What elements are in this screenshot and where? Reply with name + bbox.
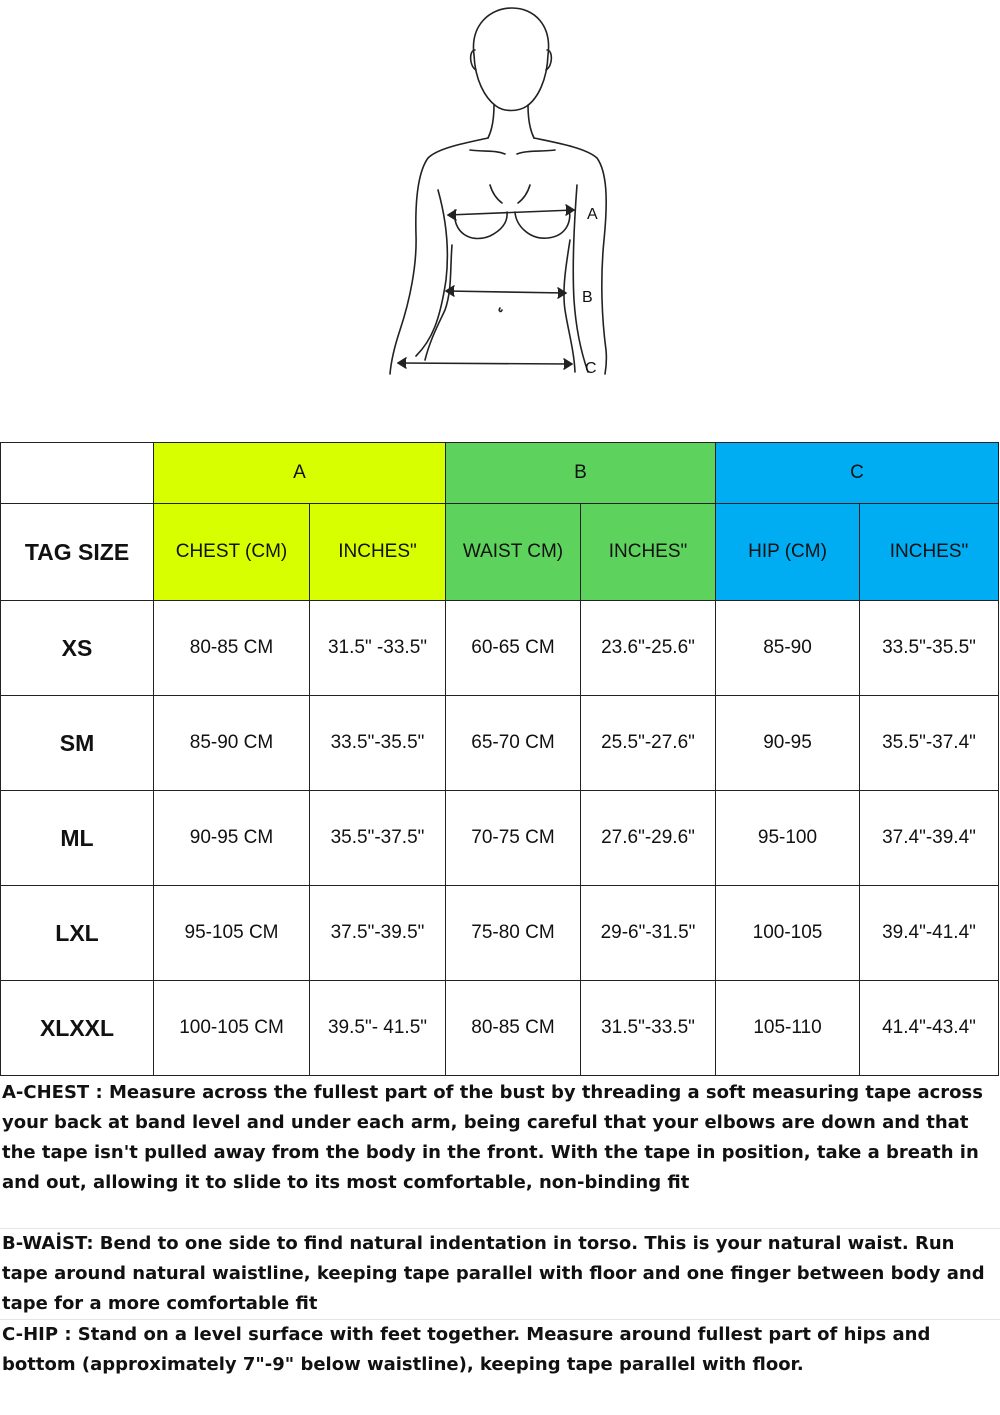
- chest-inches-cell: 31.5" -33.5": [310, 601, 446, 696]
- navel: [499, 308, 502, 311]
- hip-inches-cell: 35.5"-37.4": [860, 696, 999, 791]
- waist-cm-cell: 60-65 CM: [446, 601, 581, 696]
- table-row: [1, 791, 999, 886]
- waist-inches-cell: 29-6"-31.5": [581, 886, 716, 981]
- neck-left: [488, 105, 494, 138]
- body-measurement-figure: [380, 0, 620, 380]
- figure-label-c: C: [585, 360, 597, 377]
- hip-inches-cell: 39.4"-41.4": [860, 886, 999, 981]
- table-row: [1, 601, 999, 696]
- waist-inches-cell: 23.6"-25.6": [581, 601, 716, 696]
- measure-line-a: [448, 205, 574, 220]
- tag-size-cell: SM: [1, 696, 154, 791]
- head-outline: [473, 8, 548, 111]
- waist-cm-cell: 65-70 CM: [446, 696, 581, 791]
- right-inner-arm: [573, 185, 588, 372]
- bust-top: [490, 185, 530, 203]
- hip-cm-cell: 85-90: [716, 601, 860, 696]
- left-shoulder-arm: [390, 138, 488, 374]
- chest-inches-cell: 39.5"- 41.5": [310, 981, 446, 1076]
- waist-inches-cell: 27.6"-29.6": [581, 791, 716, 886]
- waist-cm-cell: 80-85 CM: [446, 981, 581, 1076]
- chest-instruction: A-CHEST : Measure across the fullest part of the bust by threading a soft measuring tape across your back at band level and under each arm, being careful that your elbows are down and that the tape isn't pulled away from the body in the front. With the tape in position, take a breath in and out, allowing it to slide to its most comfortable, non-binding fit: [0, 1078, 1000, 1229]
- neck-right: [528, 105, 534, 138]
- header-tag-size: TAG SIZE: [1, 504, 154, 601]
- chest-cm-cell: 90-95 CM: [154, 791, 310, 886]
- figure-label-a: A: [587, 206, 598, 223]
- hip-cm-cell: 90-95: [716, 696, 860, 791]
- waist-inches-cell: 31.5"-33.5": [581, 981, 716, 1076]
- group-header-empty: [1, 443, 154, 504]
- header-waist-cm: WAIST CM): [446, 504, 581, 601]
- hip-cm-cell: 100-105: [716, 886, 860, 981]
- waist-cm-cell: 75-80 CM: [446, 886, 581, 981]
- header-hip-cm: HIP (CM): [716, 504, 860, 601]
- group-header-a: A: [154, 443, 446, 504]
- tag-size-cell: LXL: [1, 886, 154, 981]
- header-chest-inches: INCHES": [310, 504, 446, 601]
- chest-cm-cell: 100-105 CM: [154, 981, 310, 1076]
- measure-line-c: [398, 358, 572, 369]
- chest-cm-cell: 85-90 CM: [154, 696, 310, 791]
- size-chart-table: [0, 442, 999, 1076]
- header-hip-inches: INCHES": [860, 504, 999, 601]
- measurement-instructions: [0, 1078, 1000, 1380]
- tag-size-cell: XS: [1, 601, 154, 696]
- hip-inches-cell: 41.4"-43.4": [860, 981, 999, 1076]
- waist-inches-cell: 25.5"-27.6": [581, 696, 716, 791]
- hip-inches-cell: 33.5"-35.5": [860, 601, 999, 696]
- waist-cm-cell: 70-75 CM: [446, 791, 581, 886]
- collarbones: [470, 150, 555, 154]
- chest-inches-cell: 37.5"-39.5": [310, 886, 446, 981]
- chest-inches-cell: 35.5"-37.5": [310, 791, 446, 886]
- hip-cm-cell: 105-110: [716, 981, 860, 1076]
- chest-inches-cell: 33.5"-35.5": [310, 696, 446, 791]
- group-header-b: B: [446, 443, 716, 504]
- left-inner-arm: [416, 190, 447, 356]
- hip-inches-cell: 37.4"-39.4": [860, 791, 999, 886]
- table-row: [1, 696, 999, 791]
- chest-cm-cell: 80-85 CM: [154, 601, 310, 696]
- hip-cm-cell: 95-100: [716, 791, 860, 886]
- column-header-row: [1, 504, 999, 601]
- group-header-row: [1, 443, 999, 504]
- header-chest-cm: CHEST (CM): [154, 504, 310, 601]
- group-header-c: C: [716, 443, 999, 504]
- tag-size-cell: ML: [1, 791, 154, 886]
- tag-size-cell: XLXXL: [1, 981, 154, 1076]
- chest-cm-cell: 95-105 CM: [154, 886, 310, 981]
- measure-line-b: [446, 286, 566, 298]
- hip-instruction: C-HIP : Stand on a level surface with feet together. Measure around fullest part of hips and bottom (approximately 7"-9" below waistline), keeping tape parallel with floor.: [2, 1324, 931, 1375]
- waist-instruction: B-WAİST: Bend to one side to find natural indentation in torso. This is your natural waist. Run tape around natural waistline, keeping tape parallel with floor and one finger between body and tape for a more comfortable fit: [0, 1229, 1000, 1320]
- header-waist-inches: INCHES": [581, 504, 716, 601]
- figure-label-b: B: [582, 289, 593, 306]
- table-row: [1, 886, 999, 981]
- table-row: [1, 981, 999, 1076]
